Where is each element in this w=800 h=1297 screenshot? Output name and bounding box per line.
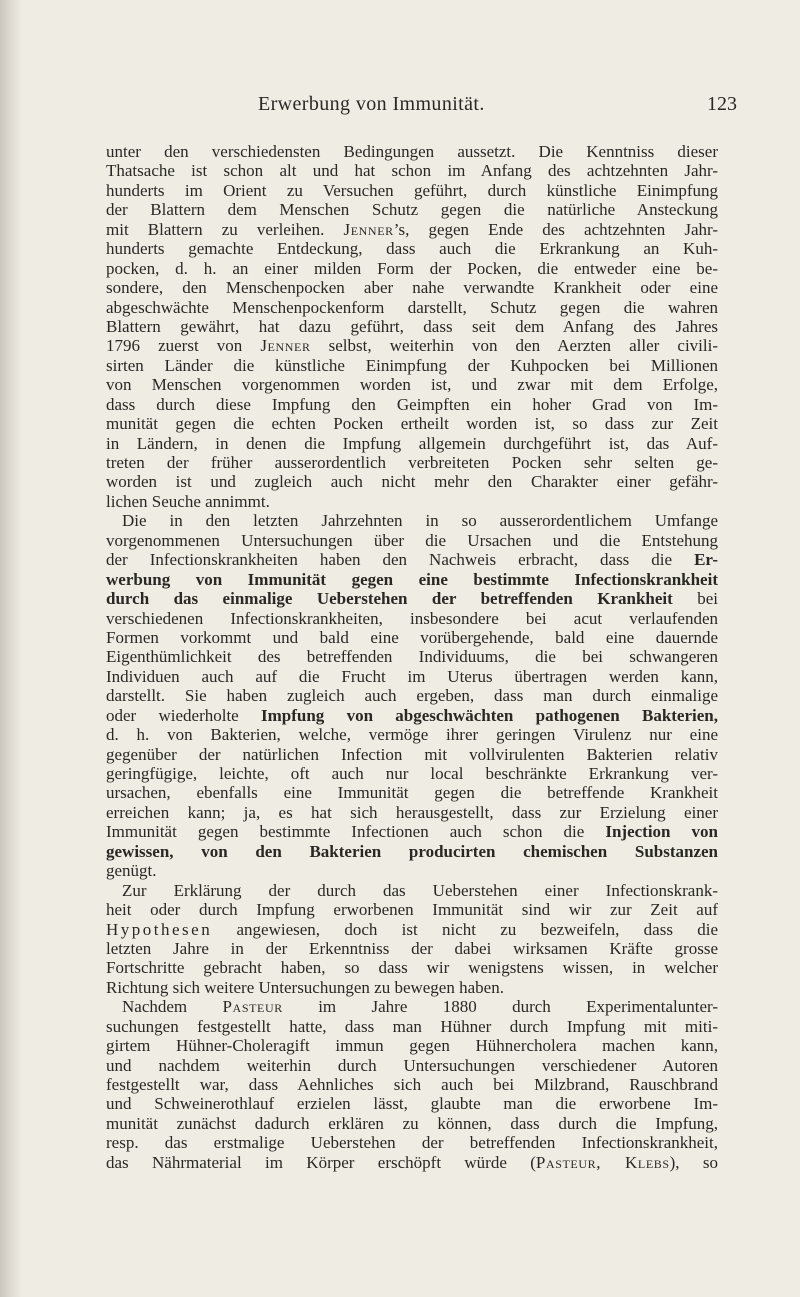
emphasized-text: werbung von Immunität gegen eine bestimmte Infectionskrankheit — [106, 569, 718, 589]
text-line — [106, 764, 718, 783]
text-line — [106, 414, 718, 433]
text-line — [106, 317, 718, 336]
author-name: Pasteur — [222, 997, 283, 1017]
text-line — [106, 1056, 718, 1075]
text-segment: Eigenthümlichkeit des betreffenden Individuums, die bei schwangeren — [106, 647, 718, 667]
text-segment: mit Blattern zu verleihen. — [106, 219, 344, 239]
text-line — [106, 706, 718, 725]
text-line — [106, 239, 718, 258]
emphasized-text: durch das einmalige Ueberstehen der betreffenden Krankheit — [106, 589, 673, 609]
text-line — [106, 531, 718, 550]
text-line — [106, 1114, 718, 1133]
text-segment: und Schweinerothlauf erzielen lässt, glaubte man die erworbene Im- — [106, 1094, 718, 1114]
text-segment: 1796 zuerst von — [106, 336, 261, 356]
text-segment: sondere, den Menschenpocken aber nahe verwandte Krankheit oder eine — [106, 278, 718, 298]
text-line — [106, 783, 718, 802]
text-line — [106, 822, 718, 841]
text-segment: das Nährmaterial im Körper erschöpft würde ( — [106, 1152, 536, 1172]
running-head: Erwerbung von Immunität. — [258, 93, 485, 115]
text-line — [106, 161, 718, 180]
text-segment: darstellt. Sie haben zugleich auch ergeben, dass man durch einmalige — [106, 686, 718, 706]
text-segment: ), so — [669, 1152, 718, 1172]
text-line — [106, 550, 718, 569]
page-header — [0, 93, 800, 123]
text-segment: letzten Jahre in der Erkenntniss der dabei wirksamen Kräfte grosse — [106, 938, 718, 958]
emphasized-text: gewissen, von den Bakterien producirten chemischen Substanzen — [106, 841, 718, 861]
text-segment: verschiedenen Infectionskrankheiten, insbesondere bei acut verlaufenden — [106, 608, 718, 628]
text-segment: resp. das erstmalige Ueberstehen der betreffenden Infectionskrankheit, — [106, 1133, 718, 1153]
text-segment: Thatsache ist schon alt und hat schon im Anfang des achtzehnten Jahr- — [106, 161, 718, 181]
text-segment: von Menschen vorgenommen worden ist, und zwar mit dem Erfolge, — [106, 375, 718, 395]
text-line — [106, 745, 718, 764]
text-segment: Nachdem — [122, 997, 223, 1017]
emphasized-text: Injection von — [605, 822, 718, 842]
text-line — [106, 356, 718, 375]
text-segment: unter den verschiedensten Bedingungen aussetzt. Die Kenntniss dieser — [106, 142, 718, 161]
text-line — [106, 298, 718, 317]
text-line — [106, 492, 718, 511]
text-segment: selbst, weiterhin von den Aerzten aller civili- — [310, 336, 718, 356]
emphasized-text: Impfung von abgeschwächten pathogenen Bakterien, — [261, 705, 718, 725]
text-line — [106, 628, 718, 647]
text-line — [106, 511, 718, 530]
text-line — [106, 1133, 718, 1152]
text-line — [106, 375, 718, 394]
text-line — [106, 686, 718, 705]
text-line — [106, 900, 718, 919]
text-segment: oder wiederholte — [106, 705, 261, 725]
text-segment: bei — [672, 589, 718, 609]
text-segment: dass durch diese Impfung den Geimpften ein hoher Grad von Im- — [106, 394, 718, 414]
text-segment: Die in den letzten Jahrzehnten in so ausserordentlichem Umfange — [122, 511, 718, 531]
text-segment: munität gegen die echten Pocken ertheilt worden ist, so dass zur Zeit — [106, 414, 718, 434]
page-gutter-shadow — [0, 0, 22, 1297]
text-segment: worden ist und zugleich auch nicht mehr den Charakter einer gefähr- — [106, 472, 718, 492]
text-segment: girtem Hühner-Choleragift immun gegen Hühnercholera machen kann, — [106, 1036, 718, 1056]
text-line — [106, 997, 718, 1016]
text-line — [106, 1075, 718, 1094]
text-segment: der Blattern dem Menschen Schutz gegen die natürliche Ansteckung — [106, 200, 718, 220]
text-line — [106, 920, 718, 939]
text-line — [106, 142, 718, 161]
text-line — [106, 1017, 718, 1036]
text-segment: d. h. von Bakterien, welche, vermöge ihrer geringen Virulenz nur eine — [106, 725, 718, 745]
spaced-text: Hypothesen — [106, 919, 213, 939]
text-line — [106, 1153, 718, 1172]
text-segment: der Infectionskrankheiten haben den Nachweis erbracht, dass die — [106, 550, 695, 570]
text-segment: Individuen auch auf die Frucht im Uterus übertragen werden kann, — [106, 666, 718, 686]
text-line — [106, 453, 718, 472]
author-name: Pasteur, Klebs — [535, 1152, 670, 1172]
text-segment: erreichen kann; ja, es hat sich herausgestellt, dass zur Erzielung einer — [106, 802, 718, 822]
text-segment: Fortschritte gebracht haben, so dass wir wenigstens wissen, in welcher — [106, 958, 718, 978]
text-segment: sirten Länder die künstliche Einimpfung der Kuhpocken bei Millionen — [106, 355, 718, 375]
body-text — [106, 142, 718, 1172]
text-line — [106, 472, 718, 491]
text-segment: pocken, d. h. an einer milden Form der Pocken, die entweder eine be- — [106, 258, 718, 278]
text-line — [106, 978, 718, 997]
text-line — [106, 803, 718, 822]
text-segment: Blattern gewährt, hat dazu geführt, dass seit dem Anfang des Jahres — [106, 316, 718, 336]
text-line — [106, 570, 718, 589]
text-segment: genügt. — [106, 861, 157, 881]
text-line — [106, 667, 718, 686]
text-line — [106, 842, 718, 861]
text-line — [106, 395, 718, 414]
text-segment: abgeschwächte Menschenpockenform darstellt, Schutz gegen die wahren — [106, 297, 718, 317]
text-line — [106, 1036, 718, 1055]
text-segment: angewiesen, doch ist nicht zu bezweifeln, dass die — [212, 919, 718, 939]
text-segment: hunderts gemachte Entdeckung, dass auch die Erkrankung an Kuh- — [106, 239, 718, 259]
text-segment: Formen vorkommt und bald eine vorübergehende, bald eine dauernde — [106, 627, 718, 647]
text-line — [106, 589, 718, 608]
text-segment: in Ländern, in denen die Impfung allgemein durchgeführt ist, das Auf- — [106, 433, 718, 453]
text-line — [106, 181, 718, 200]
text-line — [106, 278, 718, 297]
text-segment: suchungen festgestellt hatte, dass man Hühner durch Impfung mit miti- — [106, 1016, 718, 1036]
text-line — [106, 881, 718, 900]
text-line — [106, 609, 718, 628]
text-line — [106, 958, 718, 977]
text-segment: Richtung sich weitere Untersuchungen zu bewegen haben. — [106, 977, 504, 997]
page-number: 123 — [707, 93, 737, 115]
emphasized-text: Er- — [694, 550, 718, 570]
text-segment: ’s, gegen Ende des achtzehnten Jahr- — [393, 219, 718, 239]
text-line — [106, 336, 718, 355]
text-line — [106, 434, 718, 453]
text-segment: Zur Erklärung der durch das Ueberstehen einer Infectionskrank- — [122, 880, 718, 900]
text-segment: vorgenommenen Untersuchungen über die Ursachen und die Entstehung — [106, 530, 718, 550]
text-line — [106, 1094, 718, 1113]
text-segment: im Jahre 1880 durch Experimentalunter- — [282, 997, 718, 1017]
text-line — [106, 220, 718, 239]
text-segment: Immunität gegen bestimmte Infectionen auch schon die — [106, 822, 606, 842]
text-segment: heit oder durch Impfung erworbenen Immunität sind wir zur Zeit auf — [106, 900, 718, 920]
text-segment: gegenüber der natürlichen Infection mit vollvirulenten Bakterien relativ — [106, 744, 718, 764]
author-name: Jenner — [260, 336, 311, 356]
text-line — [106, 861, 718, 880]
text-segment: festgestellt war, dass Aehnliches sich auch bei Milzbrand, Rauschbrand — [106, 1075, 718, 1094]
text-line — [106, 259, 718, 278]
text-segment: munität zunächst dadurch erklären zu können, dass durch die Impfung, — [106, 1113, 718, 1133]
text-line — [106, 647, 718, 666]
text-segment: ursachen, ebenfalls eine Immunität gegen die betreffende Krankheit — [106, 783, 718, 803]
text-segment: geringfügige, leichte, oft auch nur local beschränkte Erkrankung ver- — [106, 764, 718, 783]
text-segment: treten der früher ausserordentlich verbreiteten Pocken sehr selten ge- — [106, 453, 718, 472]
author-name: Jenner — [343, 219, 394, 239]
text-segment: und nachdem weiterhin durch Untersuchungen verschiedener Autoren — [106, 1055, 718, 1075]
text-line — [106, 725, 718, 744]
text-line — [106, 200, 718, 219]
text-segment: hunderts im Orient zu Versuchen geführt, durch künstliche Einimpfung — [106, 180, 718, 200]
text-segment: lichen Seuche annimmt. — [106, 491, 270, 511]
text-line — [106, 939, 718, 958]
